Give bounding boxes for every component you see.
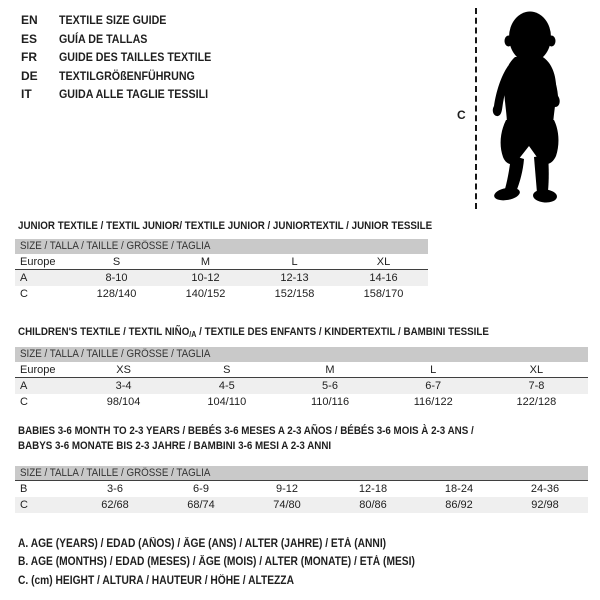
- size-cell: 18-24: [444, 483, 474, 495]
- language-title-list: [21, 11, 230, 104]
- language-code: DE: [21, 68, 38, 83]
- size-cell: 3-4: [115, 380, 132, 392]
- table-row-age: [15, 270, 428, 286]
- language-code: FR: [21, 50, 37, 65]
- size-header-text: SIZE / TALLA / TAILLE / GRÖSSE / TAGLIA: [20, 240, 211, 252]
- junior-table-title: [18, 220, 483, 232]
- size-header-text: SIZE / TALLA / TAILLE / GRÖSSE / TAGLIA: [20, 348, 211, 360]
- size-cell: 110/116: [310, 396, 350, 408]
- baby-silhouette-icon: [481, 10, 587, 210]
- babies-table-title: [18, 424, 530, 454]
- row-label: A: [20, 272, 28, 284]
- size-header-text: SIZE / TALLA / TAILLE / GRÖSSE / TAGLIA: [20, 467, 211, 479]
- column-header-row: [15, 362, 588, 378]
- size-cell: 3-6: [107, 483, 123, 495]
- legend-line-a: A. AGE (YEARS) / EDAD (AÑOS) / ÂGE (ANS) / ALTER (JAHRE) / ETÀ (ANNI): [18, 538, 387, 550]
- title-part: CHILDREN'S TEXTILE / TEXTIL NIÑO: [18, 326, 190, 338]
- table-row-age-months: [15, 481, 588, 497]
- language-row-de: [21, 67, 230, 86]
- row-label: C: [20, 288, 28, 300]
- col-header: S: [112, 255, 121, 268]
- size-cell: 140/152: [185, 288, 226, 300]
- size-cell: 62/68: [101, 499, 129, 511]
- row-label: C: [20, 499, 28, 511]
- size-header-bar: [15, 239, 428, 254]
- size-cell: 86/92: [445, 499, 473, 511]
- babies-size-table: [15, 466, 588, 513]
- height-measure-dashed-line: [475, 8, 477, 209]
- title-subscript: /A: [189, 330, 197, 339]
- size-cell: 92/98: [531, 499, 559, 511]
- column-header-row: [15, 254, 428, 270]
- size-cell: 12-13: [280, 272, 309, 284]
- childrens-size-table: [15, 347, 588, 410]
- guide-title-fr: GUIDE DES TAILLES TEXTILE: [59, 50, 212, 65]
- junior-size-table: [15, 239, 428, 302]
- col-header: XS: [116, 363, 131, 376]
- size-cell: 152/158: [274, 288, 315, 300]
- table-row-height: [15, 497, 588, 513]
- row-label: B: [20, 483, 28, 495]
- row-label: A: [20, 380, 28, 392]
- size-cell: 10-12: [191, 272, 220, 284]
- guide-title-de: TEXTILGRÖßENFÜHRUNG: [59, 68, 195, 83]
- size-cell: 116/122: [413, 396, 453, 408]
- size-cell: 98/104: [106, 396, 141, 408]
- col-header: XL: [529, 363, 544, 376]
- col-header: S: [223, 363, 231, 376]
- size-cell: 104/110: [207, 396, 247, 408]
- col-header: M: [200, 255, 211, 268]
- size-cell: 128/140: [96, 288, 137, 300]
- size-header-bar: [15, 466, 588, 481]
- language-row-es: [21, 30, 230, 49]
- size-cell: 12-18: [358, 483, 388, 495]
- guide-title-it: GUIDA ALLE TAGLIE TESSILI: [59, 87, 209, 102]
- size-cell: 158/170: [363, 288, 404, 300]
- language-row-fr: [21, 48, 230, 67]
- legend-line-c: C. (cm) HEIGHT / ALTURA / HAUTEUR / HÖHE / ALTEZZA: [18, 574, 294, 587]
- size-cell: 8-10: [105, 272, 128, 284]
- size-cell: 9-12: [275, 483, 299, 495]
- col-header: XL: [376, 255, 391, 268]
- size-cell: 122/128: [516, 396, 557, 408]
- language-code: ES: [21, 31, 38, 46]
- guide-title-en: TEXTILE SIZE GUIDE: [59, 13, 167, 27]
- childrens-table-title: [18, 326, 547, 339]
- size-cell: 74/80: [273, 499, 301, 511]
- measurement-legend: [18, 535, 464, 590]
- legend-line-b: B. AGE (MONTHS) / EDAD (MESES) / ÂGE (MOIS) / ALTER (MONATE) / ETÀ (MESI): [18, 556, 415, 569]
- region-label: Europe: [20, 363, 56, 376]
- table-row-height: [15, 394, 588, 410]
- table-row-age: [15, 378, 588, 394]
- row-label: C: [20, 396, 28, 408]
- size-cell: 24-36: [530, 483, 560, 495]
- babies-title-line1: BABIES 3-6 MONTH TO 2-3 YEARS / BEBÉS 3-6 MESES A 2-3 AÑOS / BÉBÉS 3-6 MOIS À 2-3 ANS /: [18, 425, 474, 437]
- col-header: M: [325, 363, 335, 376]
- size-cell: 4-5: [218, 380, 235, 392]
- size-cell: 80/86: [359, 499, 387, 511]
- language-row-it: [21, 85, 230, 104]
- size-cell: 6-7: [425, 380, 442, 392]
- language-code: EN: [21, 13, 38, 27]
- size-cell: 5-6: [322, 380, 338, 392]
- language-code: IT: [21, 87, 32, 102]
- junior-table-title-text: JUNIOR TEXTILE / TEXTIL JUNIOR/ TEXTILE JUNIOR / JUNIORTEXTIL / JUNIOR TESSILE: [18, 220, 433, 232]
- col-header: L: [291, 255, 298, 268]
- childrens-table-title-text: [18, 326, 489, 339]
- size-cell: 14-16: [369, 272, 398, 284]
- size-header-bar: [15, 347, 588, 362]
- size-cell: 6-9: [193, 483, 209, 495]
- size-cell: 7-8: [528, 380, 545, 392]
- size-cell: 68/74: [187, 499, 215, 511]
- region-label: Europe: [20, 255, 56, 268]
- height-measure-label: C: [457, 108, 466, 122]
- guide-title-es: GUÍA DE TALLAS: [59, 31, 148, 46]
- title-part: / TEXTILE DES ENFANTS / KINDERTEXTIL / BAMBINI TESSILE: [196, 326, 489, 338]
- col-header: L: [430, 363, 437, 376]
- babies-title-line2: BABYS 3-6 MONATE BIS 2-3 JAHRE / BAMBINI 3-6 MESI A 2-3 ANNI: [18, 440, 332, 452]
- table-row-height: [15, 286, 428, 302]
- language-row-en: [21, 11, 230, 30]
